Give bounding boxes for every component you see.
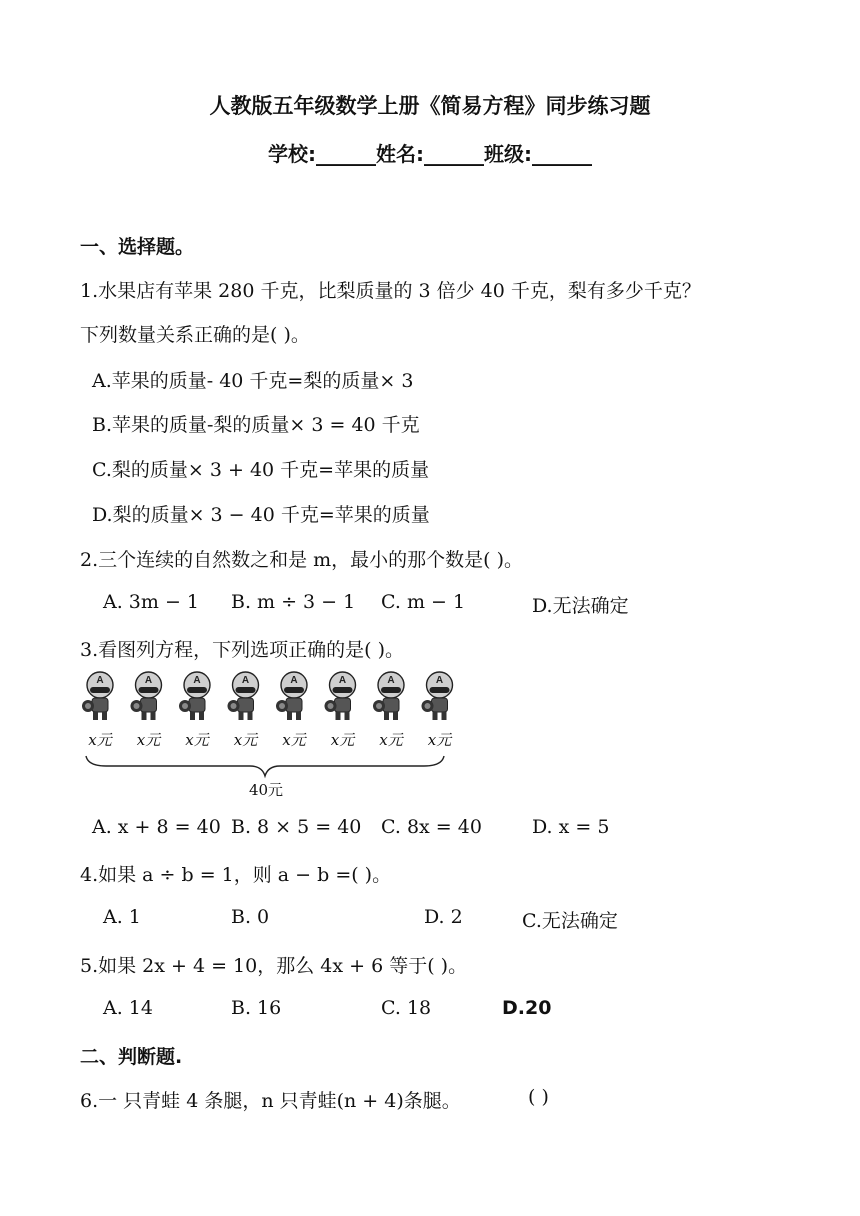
question-1-option-a: A.苹果的质量- 40 千克=梨的质量× 3 <box>92 370 414 392</box>
figure-unit-label: x元 <box>330 731 355 749</box>
question-5-stem: 5.如果 2x + 4 = 10，那么 4x + 6 等于( )。 <box>80 955 468 977</box>
figure-unit-label: x元 <box>427 731 452 749</box>
question-2-option-b: B. m ÷ 3 − 1 <box>231 591 356 613</box>
question-5-option-d: D.20 <box>502 997 552 1019</box>
figure-unit-label: x元 <box>379 731 403 749</box>
question-2-option-a: A. 3m − 1 <box>103 591 199 613</box>
question-3-option-b: B. 8 × 5 = 40 <box>231 816 362 838</box>
superhero-figure-icon <box>422 672 453 720</box>
question-1-option-b: B.苹果的质量-梨的质量× 3 = 40 千克 <box>92 414 420 436</box>
question-1-stem: 1.水果店有苹果 280 千克，比梨质量的 3 倍少 40 千克，梨有多少千克？ <box>80 280 701 302</box>
question-4-stem: 4.如果 a ÷ b = 1，则 a − b =( )。 <box>80 864 392 886</box>
question-2-option-c: C. m − 1 <box>381 591 466 613</box>
superhero-figure-icon <box>373 672 404 720</box>
question-1-option-c: C.梨的质量× 3 + 40 千克=苹果的质量 <box>92 459 430 481</box>
question-4-option-c: C.无法确定 <box>522 910 618 932</box>
question-5-option-a: A. 14 <box>103 997 153 1019</box>
question-6-answer-bracket: ( ) <box>528 1086 549 1108</box>
question-1-stem-line2: 下列数量关系正确的是( )。 <box>80 324 310 346</box>
question-6-stem: 6.一 只青蛙 4 条腿，n 只青蛙(n + 4)条腿。 <box>80 1090 461 1112</box>
superhero-figure-icon <box>179 672 210 720</box>
superhero-figure-icon <box>82 672 113 720</box>
question-3-stem: 3.看图列方程，下列选项正确的是( )。 <box>80 639 404 661</box>
figure-unit-label: x元 <box>88 731 112 749</box>
figure-unit-label: x元 <box>282 731 306 749</box>
student-info-line: 学校:______姓名:______班级:______ <box>268 142 592 166</box>
question-4-option-d: D. 2 <box>424 906 463 928</box>
figure-unit-label: x元 <box>136 731 161 749</box>
superhero-figure-icon <box>325 672 356 720</box>
question-1-option-d: D.梨的质量× 3 − 40 千克=苹果的质量 <box>92 504 430 526</box>
figure-unit-label: x元 <box>233 731 258 749</box>
question-3-option-d: D. x = 5 <box>532 816 610 838</box>
section-heading-choice: 一、选择题。 <box>80 236 195 258</box>
question-2-option-d: D.无法确定 <box>532 595 629 617</box>
superhero-row-figure: A x元 x元 x元 x元 x元 x元 x元 x元 40元 <box>74 673 452 799</box>
question-4-option-b: B. 0 <box>231 906 270 928</box>
question-5-option-b: B. 16 <box>231 997 282 1019</box>
question-2-stem: 2.三个连续的自然数之和是 m，最小的那个数是( )。 <box>80 549 524 571</box>
superhero-figure-icon <box>276 672 307 720</box>
question-3-figure <box>74 668 458 803</box>
superhero-figure-icon <box>228 672 259 720</box>
question-5-option-c: C. 18 <box>381 997 432 1019</box>
page-title: 人教版五年级数学上册《简易方程》同步练习题 <box>209 94 651 118</box>
section-heading-judgement: 二、判断题. <box>80 1046 183 1068</box>
figure-unit-label: x元 <box>185 731 209 749</box>
superhero-figure-icon <box>131 672 162 720</box>
question-3-option-c: C. 8x = 40 <box>381 816 482 838</box>
brace-line <box>86 756 444 776</box>
figure-total-label: 40元 <box>248 781 284 799</box>
question-4-option-a: A. 1 <box>103 906 141 928</box>
question-3-option-a: A. x + 8 = 40 <box>92 816 221 838</box>
